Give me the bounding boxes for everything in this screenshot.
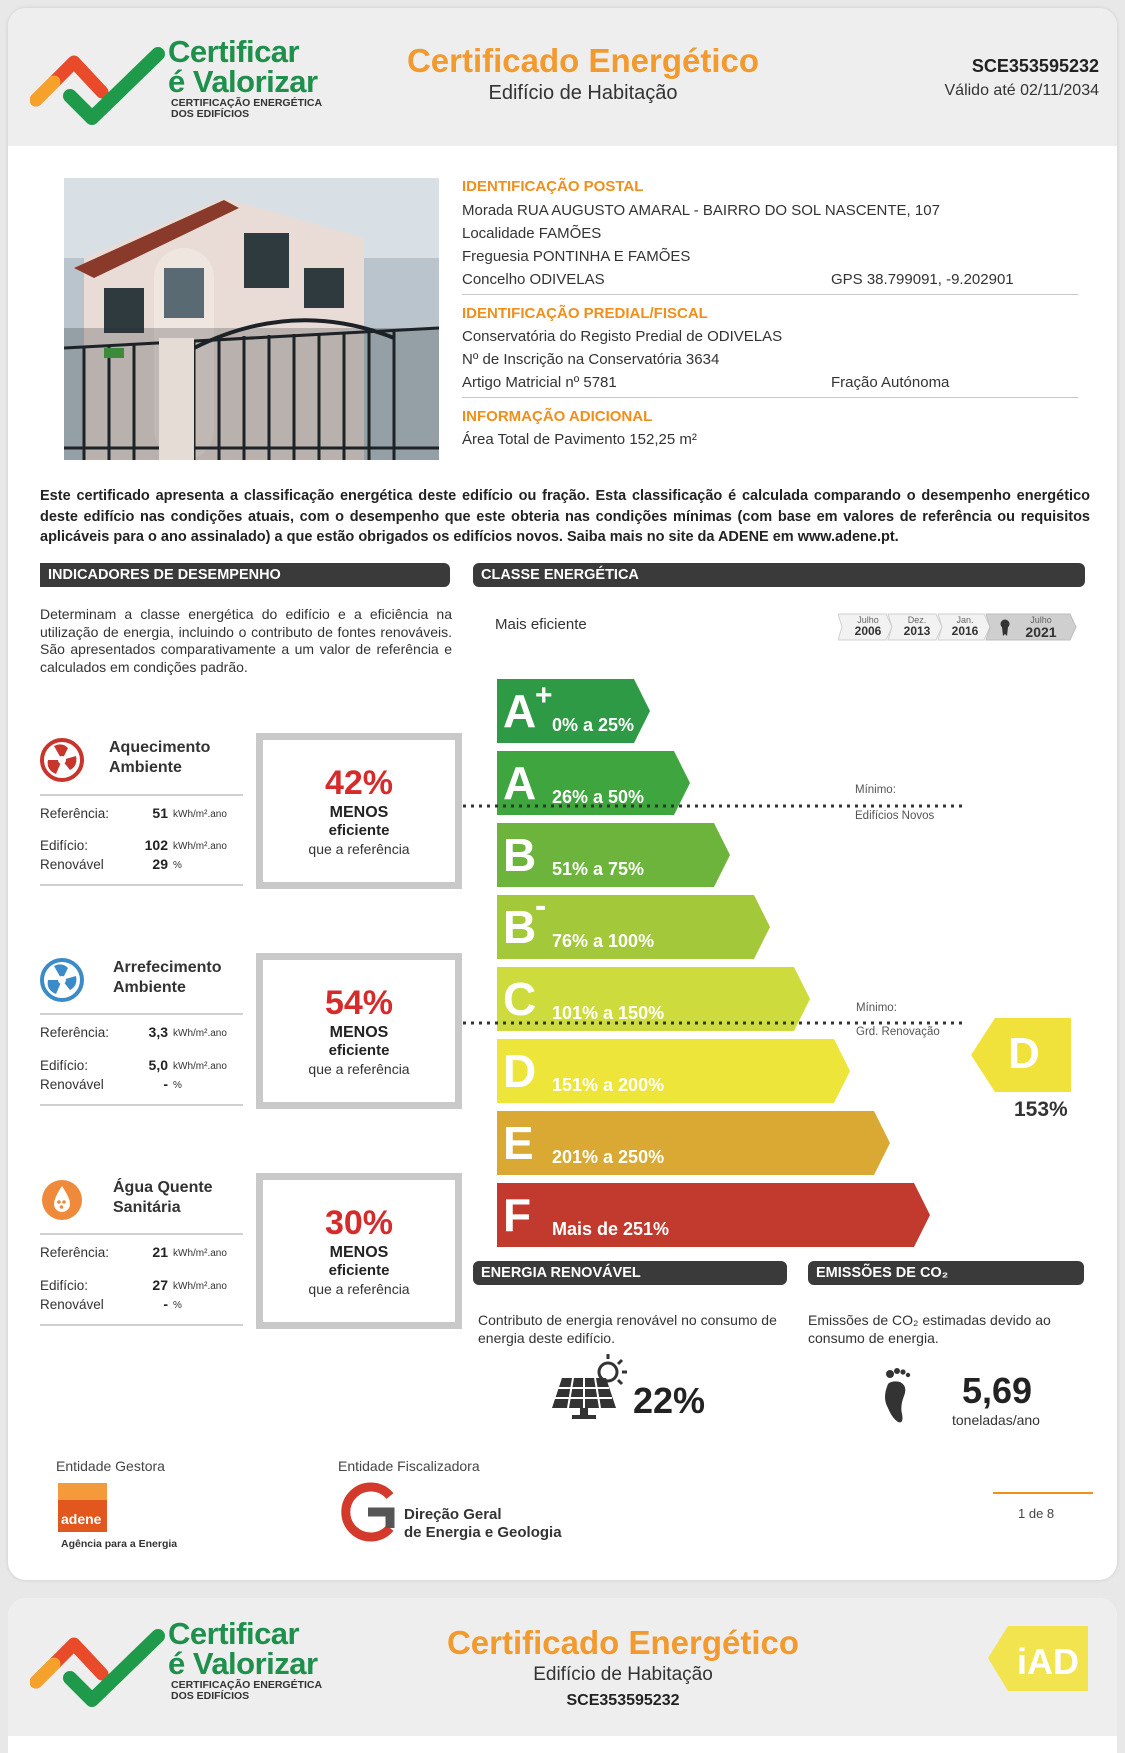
referencia-label: Referência: xyxy=(40,1245,110,1260)
logo-sub2: DOS EDIFÍCIOS xyxy=(171,1690,250,1702)
logo-line1: Certificar xyxy=(168,34,300,69)
logo-sub1: CERTIFICAÇÃO ENERGÉTICA xyxy=(171,97,323,109)
class-range: 26% a 50% xyxy=(552,787,645,807)
heating-fan-icon xyxy=(40,738,84,782)
class-modifier: - xyxy=(535,887,547,925)
fiscalizadora-label: Entidade Fiscalizadora xyxy=(338,1458,480,1474)
watermark-text: REAL ESTATE xyxy=(1008,1702,1094,1714)
certificate-page-2 xyxy=(8,1598,1117,1753)
logo-line1: Certificar xyxy=(168,1616,300,1651)
edificio-label: Edifício: xyxy=(40,1278,89,1293)
unit: kWh/m².ano xyxy=(173,841,227,852)
dgeg-name-2: de Energia e Geologia xyxy=(404,1524,562,1541)
page-number: 1 de 8 xyxy=(1018,1506,1055,1521)
class-letter: A xyxy=(503,757,537,809)
renovavel-value: - xyxy=(163,1076,168,1092)
adene-sub: Agência para a Energia xyxy=(61,1538,178,1550)
indicator-title: Ambiente xyxy=(109,759,182,776)
svg-text:iAD: iAD xyxy=(1017,1641,1079,1682)
year-chip-2016: Jan. 2016 xyxy=(951,615,979,639)
class-range: 76% a 100% xyxy=(552,931,655,951)
renovavel-value: - xyxy=(163,1296,168,1312)
efficiency-pct: 54% xyxy=(324,984,394,1022)
result-pct: 153% xyxy=(1014,1098,1068,1121)
postal-title: IDENTIFICAÇÃO POSTAL xyxy=(462,178,644,195)
referencia-value: 3,3 xyxy=(148,1024,168,1040)
certificate-title: Certificado Energético xyxy=(406,42,760,79)
class-range: 151% a 200% xyxy=(552,1075,665,1095)
indicator-title: Ambiente xyxy=(113,979,186,996)
adene-logo xyxy=(58,1483,107,1532)
edificio-label: Edifício: xyxy=(40,1058,89,1073)
year-chip-2021: Julho 2021 xyxy=(1025,615,1057,641)
menos-label: MENOS xyxy=(329,804,389,821)
class-range: 51% a 75% xyxy=(552,859,645,879)
dgeg-logo-icon xyxy=(338,1482,398,1542)
emissoes-unit: toneladas/ano xyxy=(952,1412,1040,1428)
divider xyxy=(462,294,1078,295)
renovavel-label: Renovável xyxy=(40,857,104,872)
edificio-value: 102 xyxy=(144,837,168,853)
certificate-number: SCE353595232 xyxy=(971,56,1099,76)
unit: kWh/m².ano xyxy=(173,1061,227,1072)
dgeg-name-1: Direção Geral xyxy=(404,1506,502,1523)
certificate-subtitle: Edifício de Habitação xyxy=(533,1664,713,1685)
certificate-number: SCE353595232 xyxy=(566,1692,680,1709)
indicator-title: Arrefecimento xyxy=(113,959,222,976)
class-letter: E xyxy=(503,1117,534,1169)
postal-localidade: Localidade FAMÕES xyxy=(462,225,602,242)
renovavel-value: 29 xyxy=(152,856,168,872)
certificar-logo-icon xyxy=(30,1622,170,1712)
class-letter: A xyxy=(503,685,537,737)
year-chip-2006: Julho 2006 xyxy=(854,615,882,639)
logo-sub2: DOS EDIFÍCIOS xyxy=(171,108,250,120)
min-novos-label: Mínimo: xyxy=(855,784,896,796)
certificate-header-2 xyxy=(8,1598,1117,1736)
divider xyxy=(40,1104,243,1106)
indicator-title: Sanitária xyxy=(113,1199,181,1216)
min-novos-sub: Edifícios Novos xyxy=(855,810,935,822)
adene-logo-text: adene xyxy=(61,1511,102,1527)
renovavel-desc: Contributo de energia renovável no consumo de energia deste edifício. xyxy=(478,1312,777,1346)
referencia-label: Referência: xyxy=(40,1025,110,1040)
certificate-subtitle: Edifício de Habitação xyxy=(488,82,678,104)
building-photo xyxy=(64,178,439,460)
certificate-header xyxy=(8,8,1117,146)
renovavel-label: Renovável xyxy=(40,1077,104,1092)
eficiente-label: eficiente xyxy=(328,1262,390,1279)
eficiente-label: eficiente xyxy=(328,822,390,839)
cooling-fan-icon xyxy=(40,958,84,1002)
predial-title: IDENTIFICAÇÃO PREDIAL/FISCAL xyxy=(462,305,708,322)
hot-water-icon xyxy=(40,1178,84,1222)
menos-label: MENOS xyxy=(329,1024,389,1041)
classe-header: CLASSE ENERGÉTICA xyxy=(473,563,1085,587)
logo-sub1: CERTIFICAÇÃO ENERGÉTICA xyxy=(171,1679,323,1691)
page-divider xyxy=(993,1492,1093,1494)
que-ref-label: que a referência xyxy=(308,841,410,857)
postal-gps: GPS 38.799091, -9.202901 xyxy=(831,271,1014,288)
menos-label: MENOS xyxy=(329,1244,389,1261)
unit: % xyxy=(173,1300,182,1311)
min-novos-line xyxy=(463,803,963,809)
indicator-box xyxy=(256,1173,462,1329)
predial-conservatoria: Conservatória do Registo Predial de ODIVELAS xyxy=(462,328,783,345)
renovavel-header: ENERGIA RENOVÁVEL xyxy=(473,1261,787,1285)
unit: kWh/m².ano xyxy=(173,1028,227,1039)
indicator-box xyxy=(256,953,462,1109)
unit: % xyxy=(173,860,182,871)
class-letter: B xyxy=(503,901,537,953)
divider xyxy=(40,1013,243,1015)
class-arrow-d xyxy=(497,1039,850,1103)
referencia-value: 51 xyxy=(152,805,168,821)
unit: kWh/m².ano xyxy=(173,809,227,820)
divider xyxy=(462,397,1078,398)
unit: kWh/m².ano xyxy=(173,1248,227,1259)
referencia-label: Referência: xyxy=(40,806,110,821)
solar-panel-icon xyxy=(550,1354,630,1420)
validity-date: Válido até 02/11/2034 xyxy=(944,82,1099,99)
class-letter: C xyxy=(503,973,537,1025)
logo-line2: é Valorizar xyxy=(168,64,318,99)
indicator-title: Aquecimento xyxy=(109,739,211,756)
predial-artigo: Artigo Matricial nº 5781 xyxy=(462,374,617,391)
class-range: 0% a 25% xyxy=(552,715,635,735)
indicadores-header: INDICADORES DE DESEMPENHO xyxy=(40,563,450,587)
mais-eficiente-label: Mais eficiente xyxy=(495,616,587,633)
class-range: 201% a 250% xyxy=(552,1147,665,1167)
unit: kWh/m².ano xyxy=(173,1281,227,1292)
predial-inscricao: Nº de Inscrição na Conservatória 3634 xyxy=(462,351,720,368)
certificate-page xyxy=(8,8,1117,1580)
footprint-icon xyxy=(878,1366,914,1424)
referencia-value: 21 xyxy=(152,1244,168,1260)
divider xyxy=(40,1233,243,1235)
efficiency-pct: 30% xyxy=(324,1204,394,1242)
renovavel-label: Renovável xyxy=(40,1297,104,1312)
indicadores-desc: Determinam a classe energética do edifício e a eficiência na utilização de energia, incluindo o contributo de fontes renováveis. São apresentados comparativamente a um valor de referência e calculados em condições padrão. xyxy=(40,606,452,675)
indicator-title: Água Quente xyxy=(113,1179,213,1196)
class-letter: F xyxy=(503,1189,532,1241)
emissoes-header: EMISSÕES DE CO₂ xyxy=(808,1261,1084,1285)
renovavel-value: 22% xyxy=(633,1380,706,1421)
certificar-logo-icon xyxy=(30,40,170,130)
class-letter: B xyxy=(503,829,537,881)
divider xyxy=(40,884,243,886)
class-range: 101% a 150% xyxy=(552,1003,665,1023)
predial-fracao: Fração Autónoma xyxy=(831,374,950,391)
postal-morada: Morada RUA AUGUSTO AMARAL - BAIRRO DO SOL NASCENTE, 107 xyxy=(462,202,940,219)
intro-text: Este certificado apresenta a classificação energética deste edifício ou fração. Esta classificação é calculada comparando o desempenho energético deste edifício nas condições atuais, com o desempenho que este obteria nas condições mínimas (com base em valores de referência ou requisitos aplicáveis para o ano assinalado) a que estão obrigados os edifícios novos. Saiba mais no site da ADENE em www.adene.pt. xyxy=(40,488,1090,546)
indicator-box xyxy=(256,733,462,889)
logo-line2: é Valorizar xyxy=(168,1646,318,1681)
que-ref-label: que a referência xyxy=(308,1281,410,1297)
gestora-label: Entidade Gestora xyxy=(56,1458,165,1474)
adicional-area: Área Total de Pavimento 152,25 m² xyxy=(462,431,697,448)
emissoes-desc: Emissões de CO₂ estimadas devido ao consumo de energia. xyxy=(808,1312,1051,1346)
postal-freguesia: Freguesia PONTINHA E FAMÕES xyxy=(462,248,691,265)
efficiency-pct: 42% xyxy=(324,764,394,802)
result-class-letter: D xyxy=(1008,1029,1040,1078)
adicional-title: INFORMAÇÃO ADICIONAL xyxy=(462,408,653,425)
min-renovacao-label: Mínimo: xyxy=(856,1002,897,1014)
emissoes-value: 5,69 xyxy=(962,1370,1033,1411)
que-ref-label: que a referência xyxy=(308,1061,410,1077)
divider xyxy=(40,1324,243,1326)
class-range: Mais de 251% xyxy=(552,1219,670,1239)
unit: % xyxy=(173,1080,182,1091)
class-modifier: + xyxy=(535,679,553,712)
certificate-title: Certificado Energético xyxy=(446,1624,800,1661)
eficiente-label: eficiente xyxy=(328,1042,390,1059)
edificio-value: 5,0 xyxy=(148,1057,168,1073)
year-chip-2013: Dez. 2013 xyxy=(903,615,931,639)
edificio-label: Edifício: xyxy=(40,838,89,853)
postal-concelho: Concelho ODIVELAS xyxy=(462,271,605,288)
divider xyxy=(40,794,243,796)
iad-watermark-icon xyxy=(988,1626,1108,1706)
class-letter: D xyxy=(503,1045,537,1097)
min-renovacao-sub: Grd. Renovação xyxy=(856,1026,940,1038)
edificio-value: 27 xyxy=(152,1277,168,1293)
